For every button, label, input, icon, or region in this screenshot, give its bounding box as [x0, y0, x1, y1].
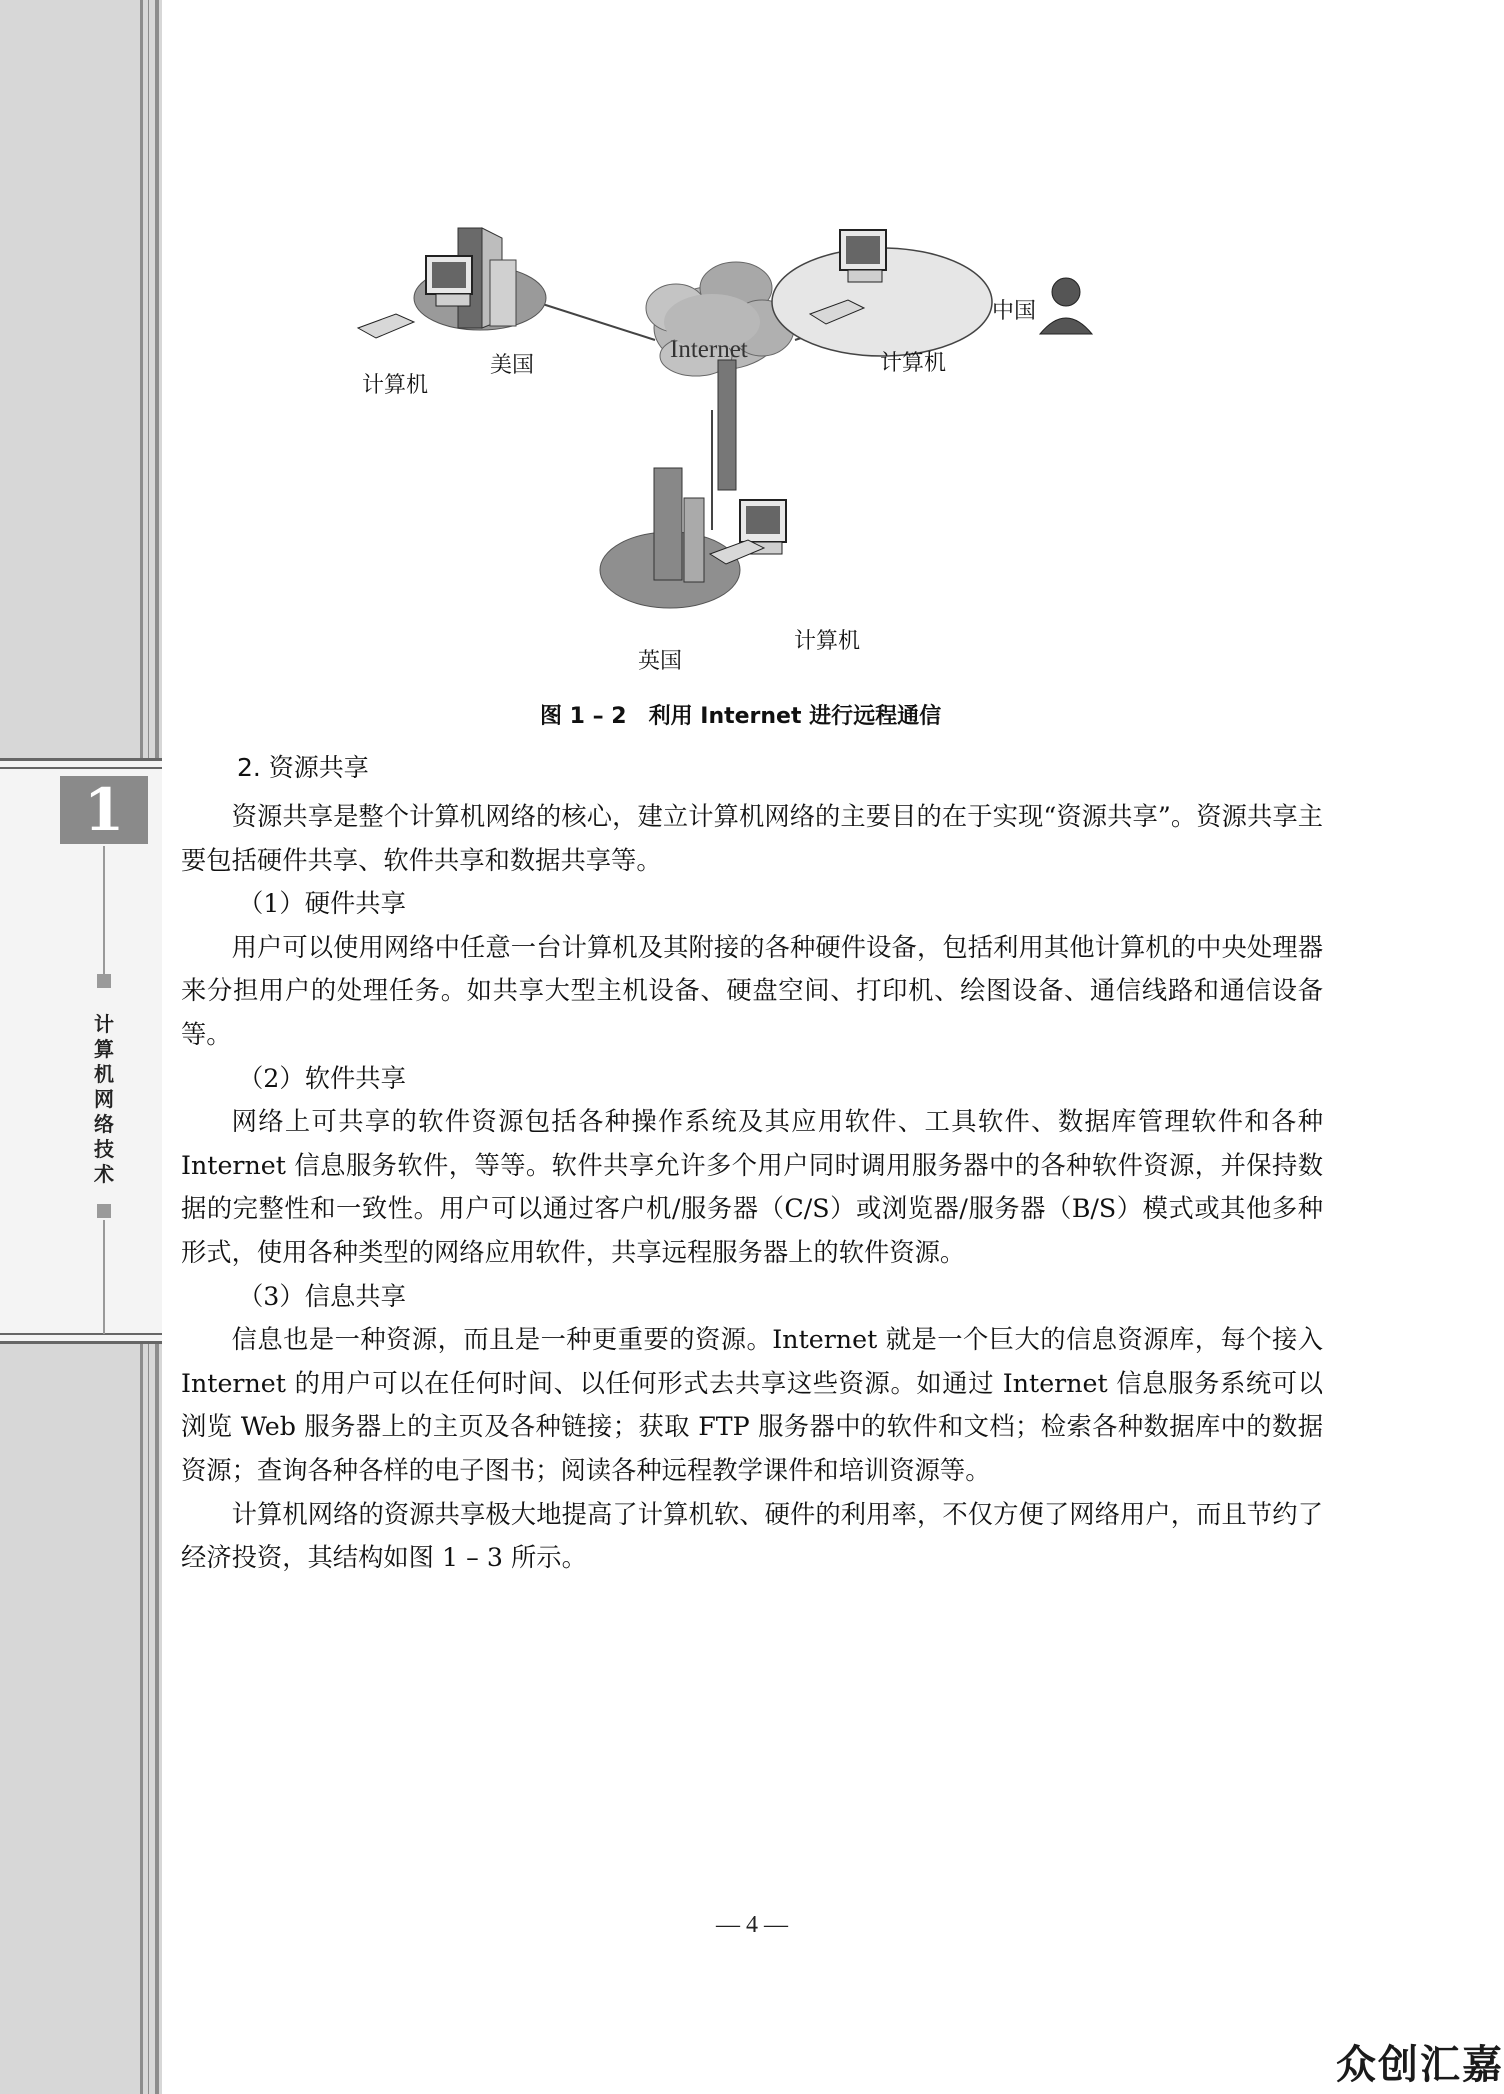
figure-caption: 图 1 – 2 利用 Internet 进行远程通信	[540, 704, 942, 729]
book-title-char: 技	[94, 1137, 114, 1161]
book-title-char: 机	[94, 1062, 114, 1086]
china-label: 中国	[992, 299, 1037, 324]
uk-label: 英国	[638, 649, 683, 674]
china-computer-label: 计算机	[880, 351, 947, 376]
subheading: （1）硬件共享	[238, 889, 406, 919]
watermark-logo: 众创汇嘉	[1336, 2042, 1504, 2088]
paragraph: 信息也是一种资源，而且是一种更重要的资源。Internet 就是一个巨大的信息资源库，每个接入 Internet 的用户可以在任何时间、以任何形式去共享这些资源。如通过 Internet 信息服务系统可以浏览 Web 服务器上的主页及各种链接；获取 FTP 服务器中的软件和文档；检索各种数据库中的数据资源；查询各种各样的电子图书；阅读各种远程教学课件和培训资源等。	[181, 1325, 1323, 1485]
chapter-number: 1	[60, 776, 148, 844]
book-title-char: 络	[94, 1112, 114, 1136]
cloud-label: Internet	[670, 336, 748, 363]
page-number: — 4 —	[716, 1912, 788, 1938]
uk-site	[600, 360, 786, 608]
subheading: （2）软件共享	[238, 1063, 406, 1093]
subheading: （3）信息共享	[238, 1281, 406, 1311]
paragraph: 用户可以使用网络中任意一台计算机及其附接的各种硬件设备，包括利用其他计算机的中央处理器来分担用户的处理任务。如共享大型主机设备、硬盘空间、打印机、绘图设备、通信线路和通信设备等。	[181, 932, 1323, 1049]
network-diagram	[340, 210, 1160, 680]
chapter-rule	[103, 846, 105, 974]
usa-label: 美国	[490, 353, 535, 378]
paragraph: 网络上可共享的软件资源包括各种操作系统及其应用软件、工具软件、数据库管理软件和各种 Internet 信息服务软件，等等。软件共享允许多个用户同时调用服务器中的各种软件资源，并保持数据的完整性和一致性。用户可以通过客户机/服务器（C/S）或浏览器/服务器（B/S）模式或其他多种形式，使用各种类型的网络应用软件，共享远程服务器上的软件资源。	[181, 1107, 1323, 1267]
chapter-square-marker	[97, 974, 111, 988]
section-heading: 2. 资源共享	[237, 753, 369, 782]
uk-computer-label: 计算机	[794, 629, 861, 654]
usa-site	[358, 228, 546, 338]
paragraph: 计算机网络的资源共享极大地提高了计算机软、硬件的利用率，不仅方便了网络用户，而且节约了经济投资，其结构如图 1 – 3 所示。	[181, 1499, 1323, 1573]
usa-computer-label: 计算机	[362, 373, 429, 398]
book-title-char: 网	[94, 1087, 114, 1111]
link-usa	[530, 300, 655, 340]
book-title-char: 计	[94, 1012, 114, 1036]
chapter-square-marker	[97, 1204, 111, 1218]
book-title-vertical	[90, 1012, 118, 1187]
chapter-tab	[0, 758, 162, 1344]
book-title-char: 术	[94, 1162, 114, 1186]
paragraph: 资源共享是整个计算机网络的核心，建立计算机网络的主要目的在于实现“资源共享”。资源共享主要包括硬件共享、软件共享和数据共享等。	[181, 802, 1323, 875]
china-site	[772, 230, 1092, 356]
book-title-char: 算	[94, 1037, 114, 1061]
chapter-rule	[103, 1220, 105, 1334]
body-text	[181, 795, 1323, 1580]
